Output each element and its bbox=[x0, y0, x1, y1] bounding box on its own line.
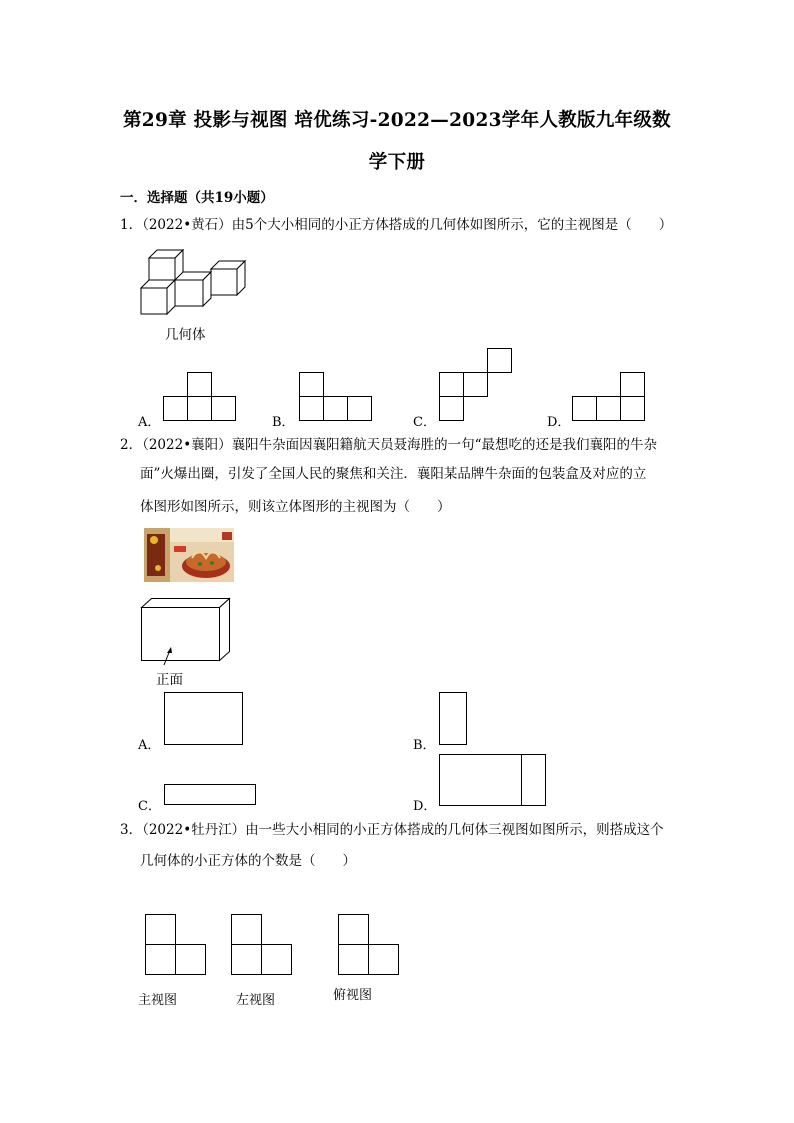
q2-option-b-figure bbox=[439, 692, 469, 746]
question-3-line1: 3．（2022•牡丹江）由一些大小相同的小正方体搭成的几何体三视图如图所示，则搭成这个 bbox=[120, 822, 664, 838]
q2-cuboid-figure bbox=[140, 597, 232, 665]
q2-option-d-label[interactable]: D． bbox=[413, 799, 437, 814]
q2-option-c-figure bbox=[164, 784, 257, 806]
question-2-line3: 体图形如图所示，则该立体图形的主视图为（ ） bbox=[140, 499, 451, 515]
document-title-line1: 第29章 投影与视图 培优练习-2022—2023学年人教版九年级数 bbox=[123, 110, 671, 131]
q2-noodle-package-image bbox=[144, 528, 234, 582]
q1-figure-caption: 几何体 bbox=[165, 327, 206, 343]
q1-option-a-label[interactable]: A． bbox=[138, 415, 161, 430]
q3-front-view-figure bbox=[145, 914, 207, 976]
q3-left-view-caption: 左视图 bbox=[236, 993, 276, 1008]
q1-option-b-label[interactable]: B． bbox=[272, 415, 295, 430]
q1-option-c-figure bbox=[439, 348, 513, 422]
q1-option-c-label[interactable]: C． bbox=[413, 415, 436, 430]
q1-option-d-label[interactable]: D． bbox=[547, 415, 571, 430]
q3-left-view-figure bbox=[231, 914, 293, 976]
document-title-line2: 学下册 bbox=[368, 152, 426, 173]
q2-option-a-figure bbox=[164, 692, 244, 746]
q2-front-label: 正面 bbox=[156, 672, 183, 688]
q1-option-a-figure bbox=[163, 372, 237, 422]
q1-option-d-figure bbox=[572, 372, 646, 422]
question-1-text: 1．（2022•黄石）由5个大小相同的小正方体搭成的几何体如图所示，它的主视图是（ ） bbox=[120, 217, 673, 233]
q2-option-a-label[interactable]: A． bbox=[138, 738, 161, 753]
section-heading: 一．选择题（共19小题） bbox=[120, 190, 274, 206]
q3-top-view-caption: 俯视图 bbox=[333, 988, 373, 1003]
q2-option-c-label[interactable]: C． bbox=[138, 799, 161, 814]
question-2-line1: 2．（2022•襄阳）襄阳牛杂面因襄阳籍航天员聂海胜的一句“最想吃的还是我们襄阳的牛杂 bbox=[120, 437, 658, 453]
q3-top-view-figure bbox=[338, 914, 400, 976]
q3-front-view-caption: 主视图 bbox=[138, 993, 178, 1008]
q2-option-b-label[interactable]: B． bbox=[413, 738, 436, 753]
q1-solid-figure bbox=[138, 246, 253, 318]
question-2-line2: 面”火爆出圈，引发了全国人民的聚焦和关注．襄阳某品牌牛杂面的包装盒及对应的立 bbox=[140, 466, 647, 482]
q2-option-d-figure bbox=[439, 754, 547, 807]
q1-option-b-figure bbox=[299, 372, 373, 422]
question-3-line2: 几何体的小正方体的个数是（ ） bbox=[140, 853, 356, 869]
